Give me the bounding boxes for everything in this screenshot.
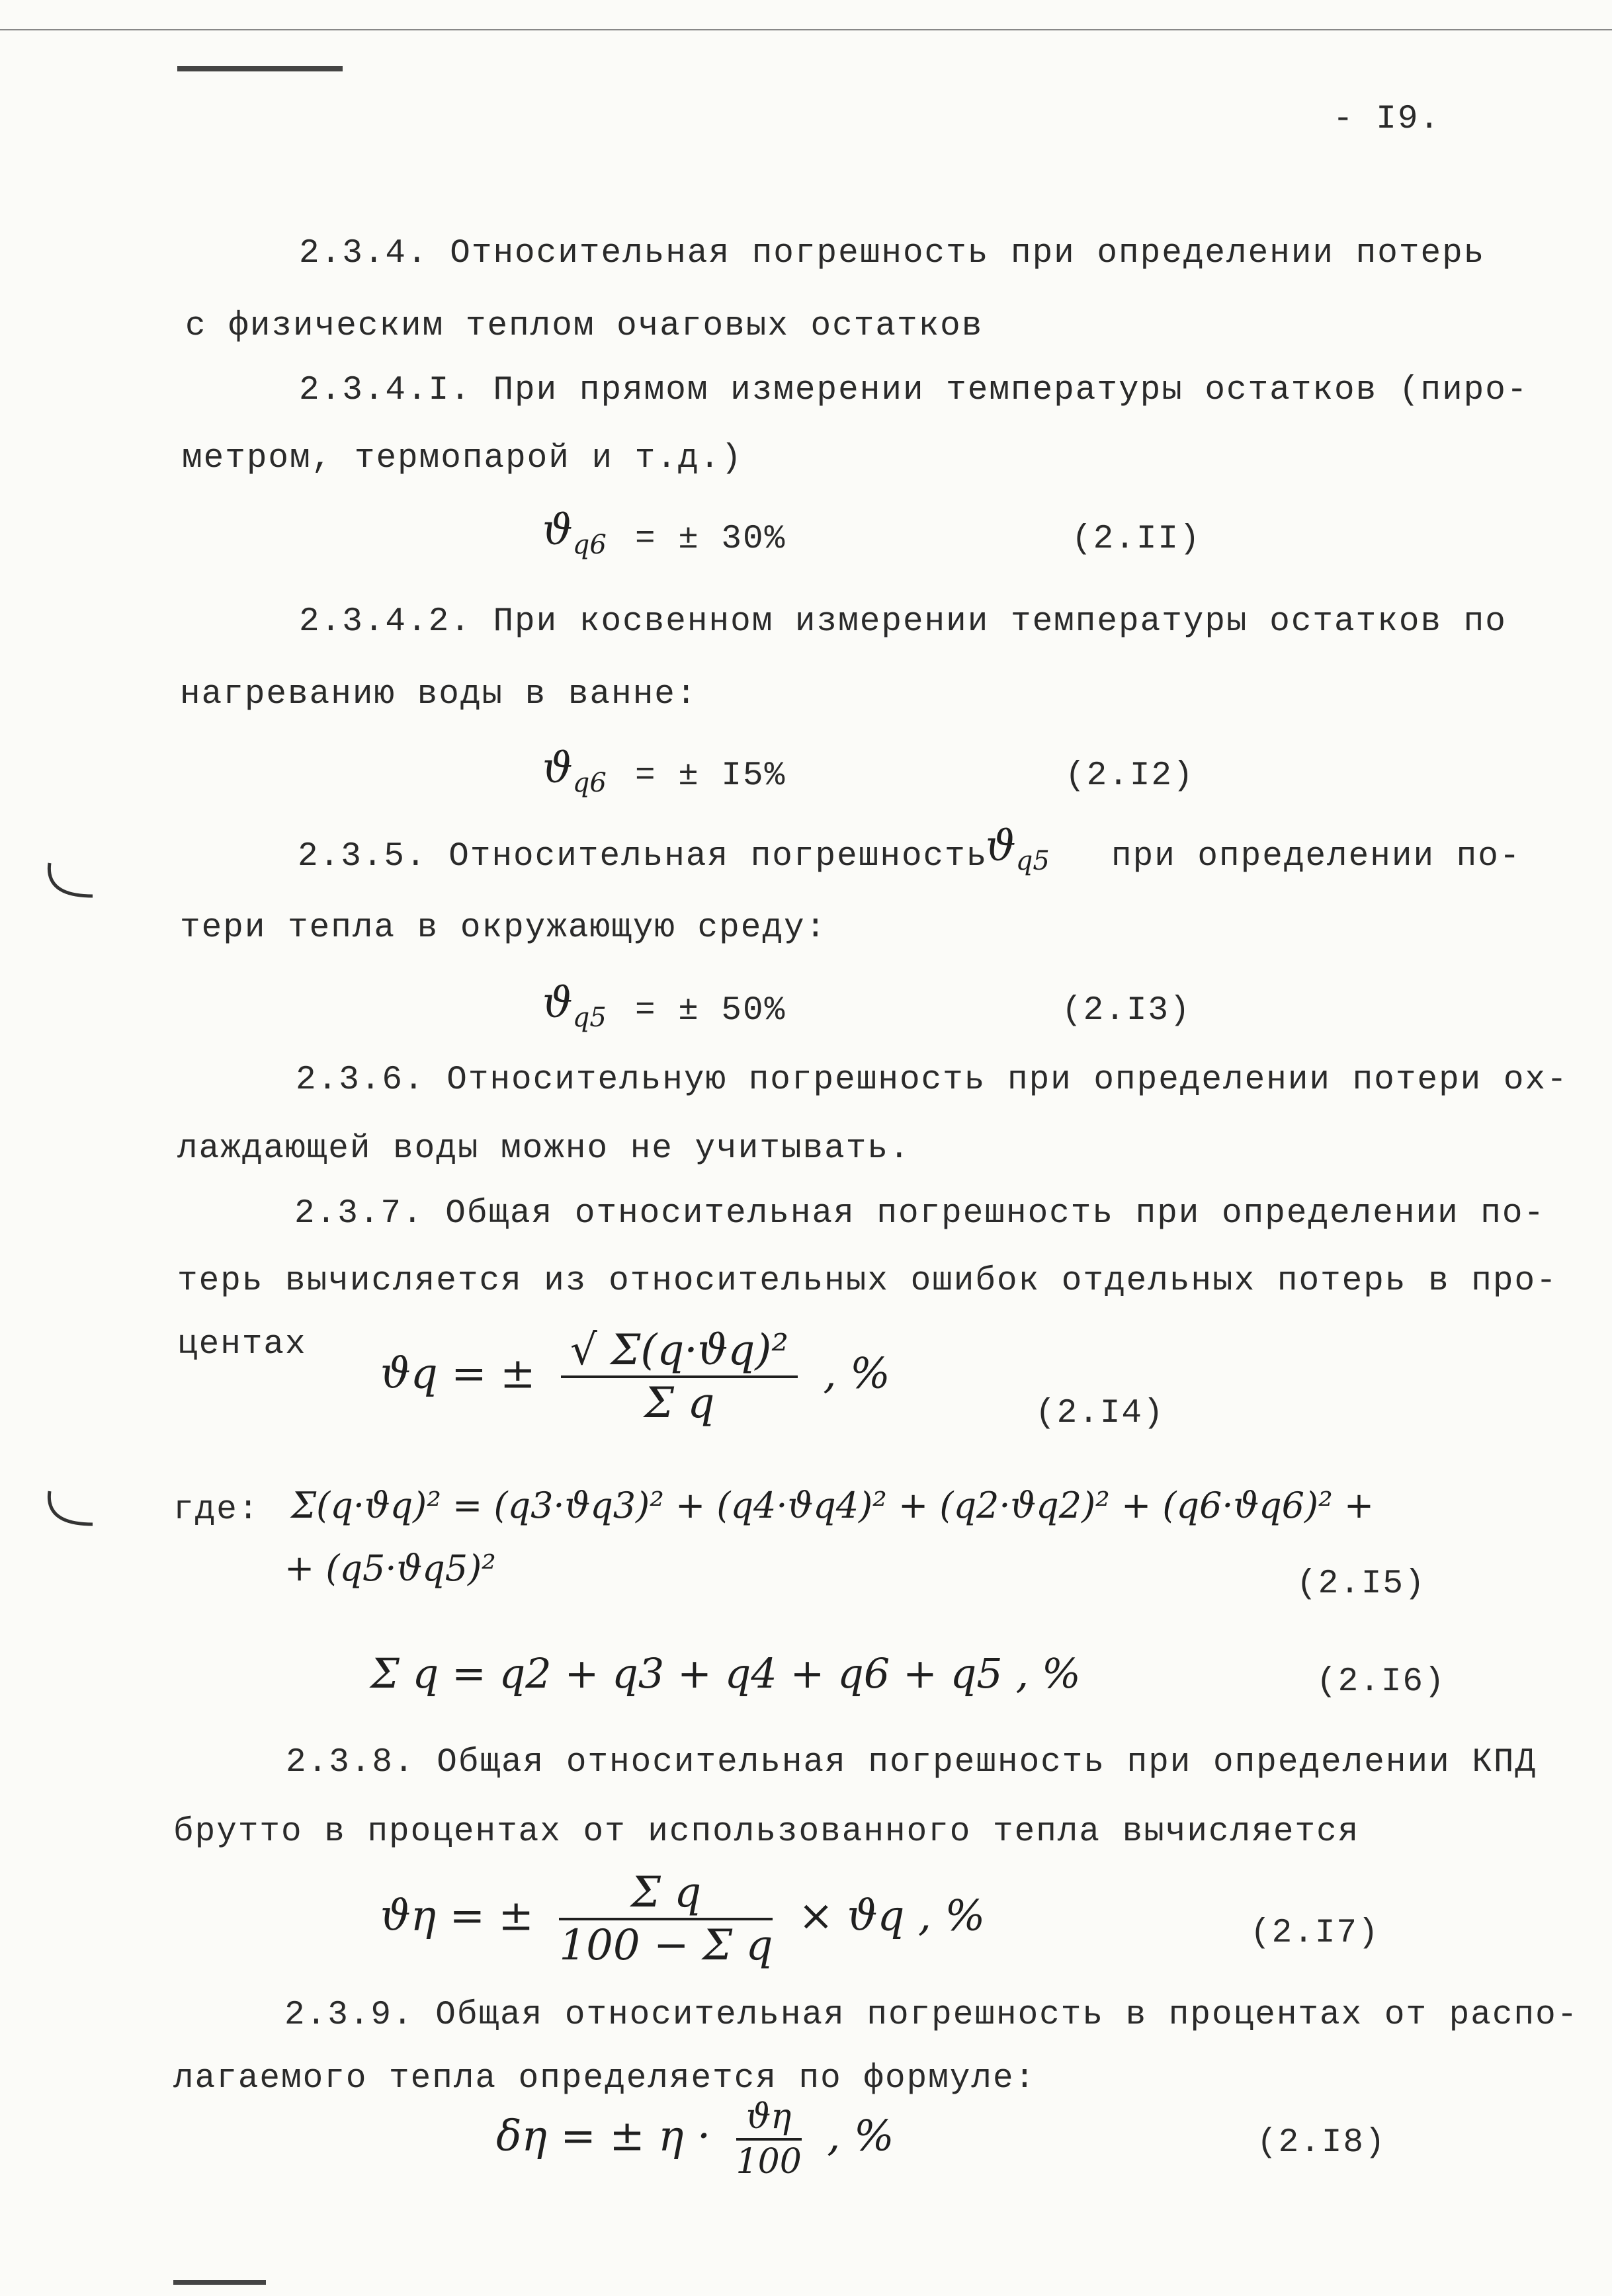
symbol-theta: ϑ (542, 506, 573, 555)
formula-2-11-number: (2.II) (1072, 520, 1201, 558)
section-2-3-4-1-line2: метром, термопарой и т.д.) (182, 440, 743, 477)
section-2-3-4-line2: с физическим теплом очаговых остатков (185, 308, 984, 345)
symbol-subscript: q6 (572, 529, 607, 560)
section-2-3-8-line2: брутто в процентах от использованного тепла вычисляется (173, 1813, 1360, 1851)
formula-2-18 (496, 2097, 894, 2182)
formula-2-11-value: = ± 30% (635, 520, 786, 558)
section-2-3-6-line1: 2.3.6. Относительную погрешность при определении потери ох- (296, 1061, 1568, 1099)
symbol-subscript: q6 (572, 767, 607, 798)
fraction-numerator: Σ q (559, 1871, 773, 1920)
top-scan-edge (0, 29, 1612, 30)
section-2-3-7-line3: центах (177, 1326, 307, 1364)
formula-2-15-line2: + (q5·ϑq5)² (284, 1547, 496, 1589)
section-2-3-7-line1: 2.3.7. Общая относительная погрешность при определении по- (294, 1195, 1546, 1233)
where-label: где: (173, 1491, 260, 1529)
formula-2-16-number: (2.I6) (1316, 1663, 1446, 1701)
formula-2-13-value: = ± 50% (635, 992, 786, 1030)
formula-2-12-value: = ± I5% (635, 757, 786, 795)
formula-2-12 (542, 744, 607, 798)
formula-2-17-rhs: × ϑq , % (798, 1891, 986, 1941)
fraction-numerator: ϑη (736, 2100, 802, 2141)
formula-2-17-lhs: ϑη = ± (380, 1891, 534, 1941)
section-2-3-6-line2: лаждающей воды можно не учитывать. (177, 1130, 911, 1168)
margin-bracket-mark-2 (40, 1488, 99, 1541)
section-2-3-4-1-line1: 2.3.4.I. При прямом измерении температуры остатков (пиро- (299, 372, 1529, 409)
section-2-3-5-line1-start: 2.3.5. Относительная погрешность (298, 838, 988, 876)
section-2-3-8-line1: 2.3.8. Общая относительная погрешность при определении КПД (286, 1744, 1537, 1782)
formula-2-18-rhs: , % (827, 2112, 894, 2161)
formula-2-18-lhs: δη = ± η · (496, 2112, 711, 2161)
fraction-denominator: 100 (736, 2142, 802, 2182)
formula-2-12-number: (2.I2) (1065, 757, 1195, 795)
section-2-3-5-line1-end: при определении по- (1111, 838, 1521, 876)
footer-rule (173, 2280, 266, 2285)
formula-2-16: Σ q = q2 + q3 + q4 + q6 + q5 , % (370, 1649, 1081, 1698)
formula-2-18-fraction (736, 2097, 802, 2182)
section-2-3-5-line2: тери тепла в окружающую среду: (180, 909, 827, 947)
formula-2-14-fraction (561, 1326, 798, 1428)
section-2-3-4-2-line1: 2.3.4.2. При косвенном измерении температуры остатков по (299, 603, 1507, 641)
section-2-3-7-line2: терь вычисляется из относительных ошибок отдельных потерь в про- (177, 1262, 1558, 1300)
fraction-numerator: √ Σ(q·ϑq)² (561, 1329, 798, 1378)
formula-2-14-lhs: ϑq = ± (380, 1349, 536, 1399)
symbol-subscript: q5 (572, 1002, 607, 1033)
formula-2-14-number: (2.I4) (1035, 1395, 1165, 1432)
formula-2-17-number: (2.I7) (1250, 1914, 1380, 1952)
formula-2-15-line1: Σ(q·ϑq)² = (q3·ϑq3)² + (q4·ϑq4)² + (q2·ϑq2)² + (q6·ϑq6)² + (291, 1485, 1375, 1526)
margin-bracket-mark (40, 860, 99, 913)
formula-2-17-fraction (559, 1868, 773, 1970)
formula-2-14-unit: , % (823, 1349, 890, 1399)
page-number: - I9. (1333, 101, 1441, 138)
symbol-subscript: q5 (1015, 845, 1050, 876)
section-2-3-9-line1: 2.3.9. Общая относительная погрешность в процентах от распо- (284, 1996, 1579, 2034)
formula-2-13 (542, 979, 607, 1033)
formula-2-18-number: (2.I8) (1257, 2124, 1386, 2162)
formula-2-14 (380, 1326, 890, 1428)
symbol-theta: ϑ (986, 822, 1016, 871)
symbol-theta: ϑ (542, 979, 573, 1028)
symbol-theta: ϑ (542, 744, 573, 793)
section-2-3-9-line2: лагаемого тепла определяется по формуле: (173, 2060, 1037, 2098)
section-2-3-4-line1: 2.3.4. Относительная погрешность при определении потерь (299, 235, 1486, 272)
fraction-denominator: Σ q (644, 1379, 715, 1428)
fraction-denominator: 100 − Σ q (559, 1921, 773, 1970)
formula-2-13-number: (2.I3) (1062, 992, 1191, 1030)
header-rule (177, 66, 343, 71)
inline-symbol-theta-q5 (986, 822, 1050, 876)
section-2-3-4-2-line2: нагреванию воды в ванне: (180, 676, 698, 714)
formula-2-15-number: (2.I5) (1296, 1565, 1426, 1603)
formula-2-17 (380, 1868, 986, 1970)
formula-2-11 (542, 506, 607, 560)
